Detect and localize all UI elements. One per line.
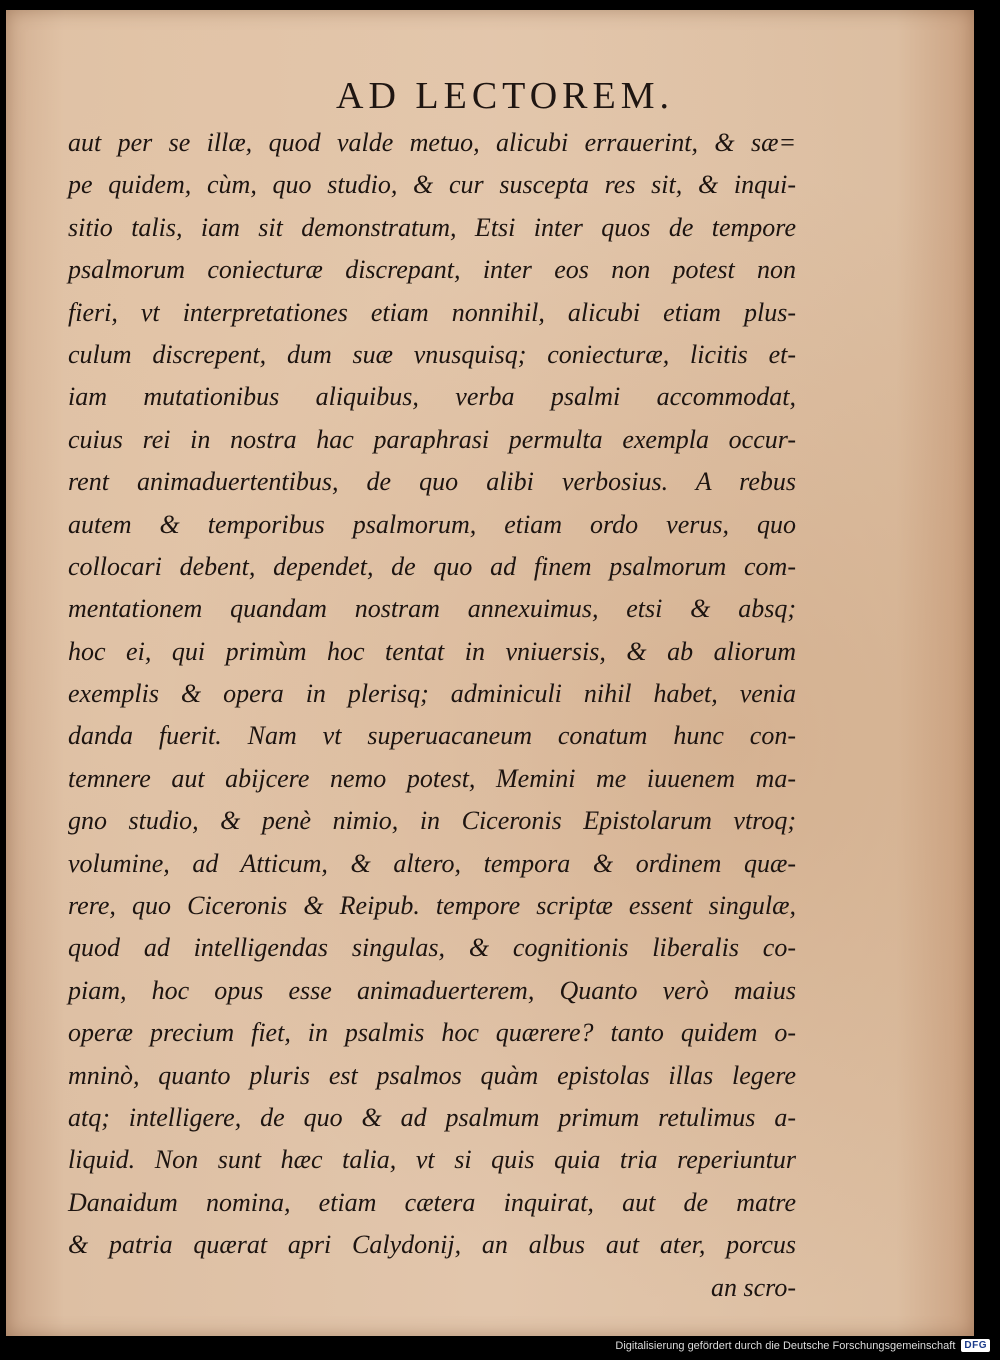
footer: [615, 1339, 990, 1352]
page-heading: AD LECTOREM.: [336, 75, 674, 117]
text-line: aut per se illæ, quod valde metuo, alicubi errauerint, & sæ=: [68, 128, 796, 157]
text-line: an scro-: [711, 1272, 796, 1302]
text-line: psalmorum coniecturæ discrepant, inter eos non potest non: [68, 255, 796, 285]
footer-credit: Digitalisierung gefördert durch die Deutsche Forschungsgemeinschaft: [615, 1339, 956, 1352]
text-line: & patria quærat apri Calydonij, an albus aut ater, porcus: [68, 1230, 796, 1260]
text-line: mentationem quandam nostram annexuimus, etsi & absq;: [68, 594, 796, 624]
text-line: volumine, ad Atticum, & altero, tempora & ordinem quæ-: [68, 848, 796, 878]
text-line: mninò, quanto pluris est psalmos quàm epistolas illas legere: [68, 1060, 796, 1090]
text-line: collocari debent, dependet, de quo ad finem psalmorum com-: [68, 551, 796, 581]
text-line: sitio talis, iam sit demonstratum, Etsi inter quos de tempore: [68, 212, 796, 242]
text-line: fieri, vt interpretationes etiam nonnihil, alicubi etiam plus-: [68, 297, 796, 327]
text-line: gno studio, & penè nimio, in Ciceronis Epistolarum vtroq;: [68, 806, 796, 836]
text-line: autem & temporibus psalmorum, etiam ordo verus, quo: [68, 509, 796, 539]
text-line: rent animaduertentibus, de quo alibi verbosius. A rebus: [68, 467, 796, 497]
text-line: rere, quo Ciceronis & Reipub. tempore scriptæ essent singulæ,: [68, 891, 796, 921]
text-line: cuius rei in nostra hac paraphrasi permulta exempla occur-: [68, 424, 796, 454]
text-line: Danaidum nomina, etiam cætera inquirat, aut de matre: [68, 1187, 796, 1217]
text-line: atq; intelligere, de quo & ad psalmum primum retulimus a-: [68, 1102, 796, 1132]
text-line: exemplis & opera in plerisq; adminiculi nihil habet, venia: [68, 679, 796, 709]
book-page: [6, 10, 974, 1336]
text-line: temnere aut abijcere nemo potest, Memini me iuuenem ma-: [68, 763, 796, 793]
body-text: [68, 122, 796, 1309]
text-line: piam, hoc opus esse animaduerterem, Quanto verò maius: [68, 975, 796, 1005]
text-line: quod ad intelligendas singulas, & cognitionis liberalis co-: [68, 933, 796, 963]
text-line: iam mutationibus aliquibus, verba psalmi accommodat,: [68, 382, 796, 412]
text-line: culum discrepent, dum suæ vnusquisq; coniecturæ, licitis et-: [68, 339, 796, 369]
text-line: danda fuerit. Nam vt superuacaneum conatum hunc con-: [68, 721, 796, 751]
text-line: hoc ei, qui primùm hoc tentat in vniuersis, & ab aliorum: [68, 636, 796, 666]
text-line: liquid. Non sunt hæc talia, vt si quis quia tria reperiuntur: [68, 1145, 796, 1175]
dfg-logo-icon: DFG: [961, 1339, 990, 1352]
text-line: operæ precium fiet, in psalmis hoc quærere? tanto quidem o-: [68, 1018, 796, 1048]
text-line: pe quidem, cùm, quo studio, & cur suscepta res sit, & inqui-: [68, 170, 796, 200]
